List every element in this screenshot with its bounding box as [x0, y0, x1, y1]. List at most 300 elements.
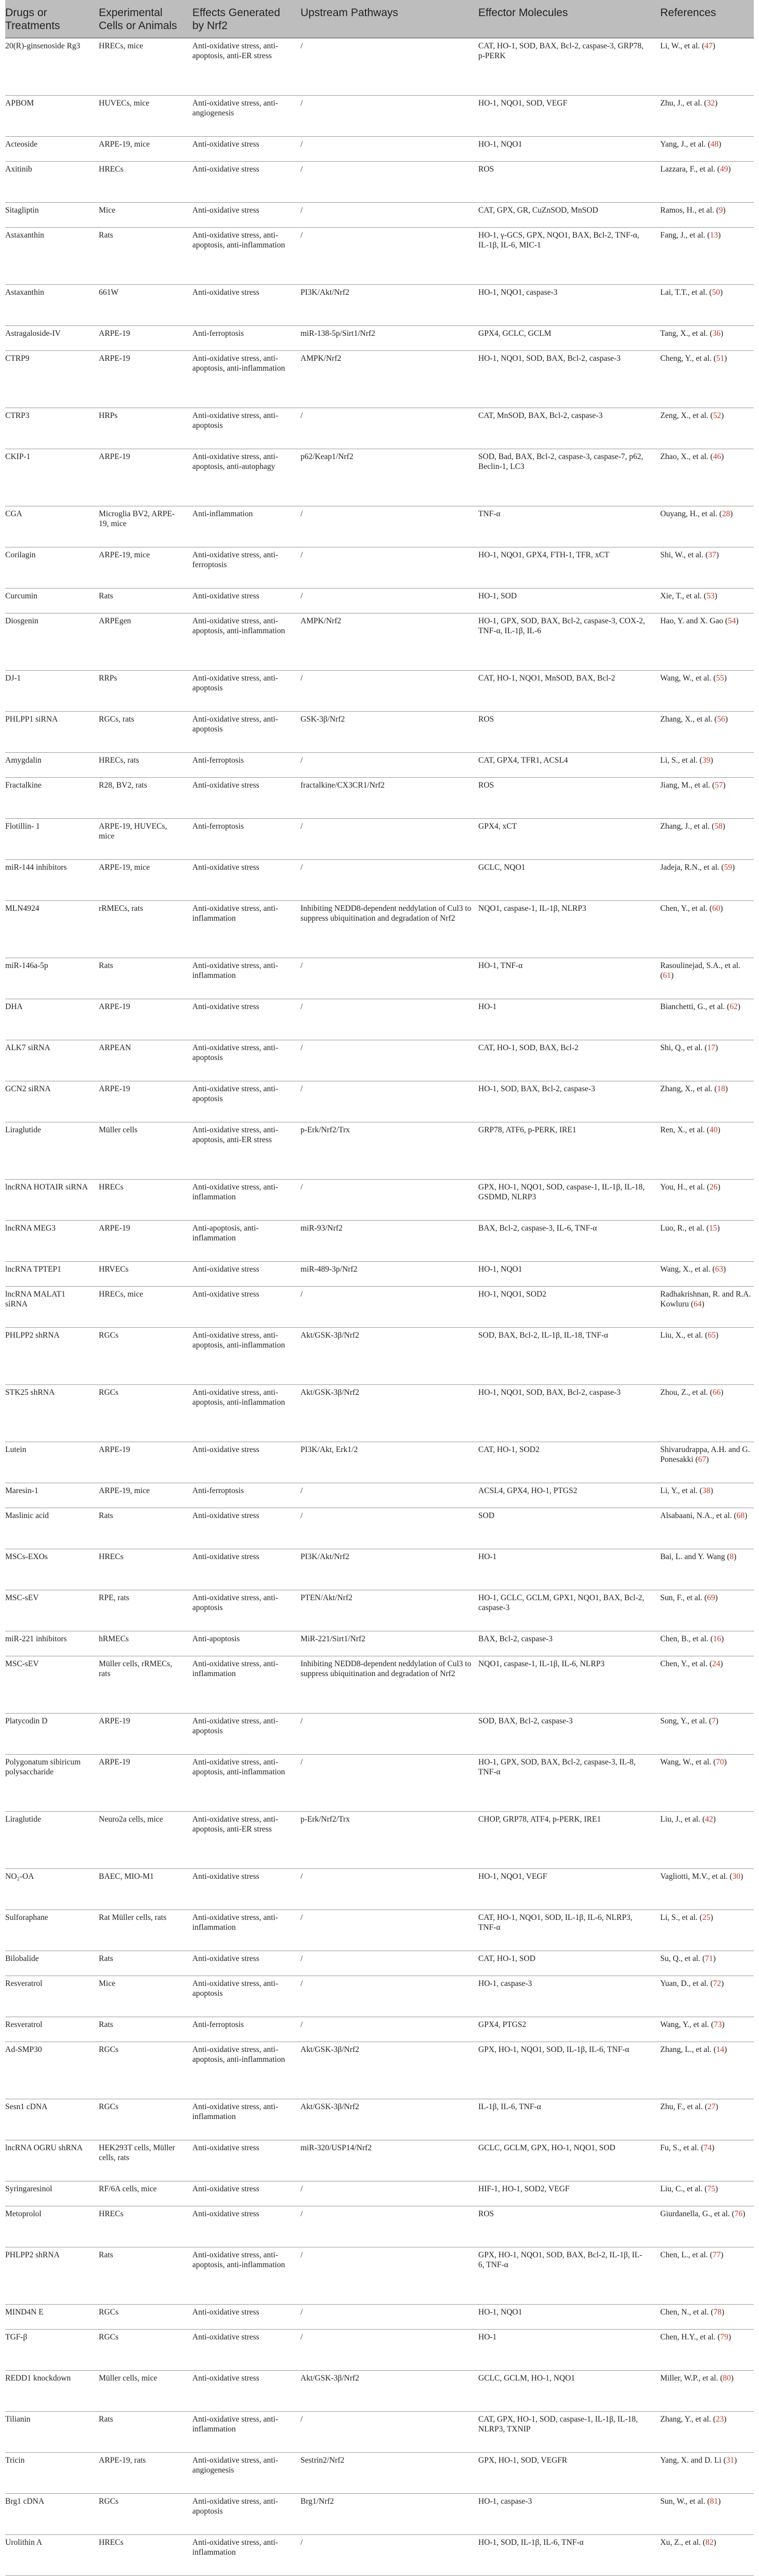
cell-drug: Ad-SMP30: [5, 2045, 42, 2054]
cell-reference: Liu, X., et al. (65): [660, 1331, 718, 1340]
reference-author: Wang, Y., et al.: [660, 2020, 709, 2029]
cell-reference: Zhang, J., et al. (58): [660, 822, 725, 831]
cell-effects: Anti-oxidative stress, anti-ferroptosis: [192, 551, 278, 569]
cell-effector: GPX, HO-1, NQO1, SOD, IL-1β, IL-6, TNF-α: [478, 2045, 630, 2054]
reference-author: Chen, Y., et al.: [660, 1659, 708, 1668]
cell-upstream: /: [300, 42, 303, 50]
cell-drug: Axitinib: [5, 165, 32, 174]
cell-reference: Zhou, Z., et al. (66): [660, 1388, 724, 1397]
cell-cells: Rats: [99, 2415, 113, 2424]
reference-author: Zhang, Y., et al.: [660, 2415, 711, 2424]
cell-upstream: /: [300, 592, 303, 600]
cell-upstream: miR-138-5p/Sirt1/Nrf2: [300, 329, 375, 338]
cell-effector: GPX, HO-1, NQO1, SOD, BAX, Bcl-2, IL-1β, IL-6, TNF-α: [478, 2251, 643, 2269]
cell-reference: Li, Y., et al. (38): [660, 1486, 713, 1495]
cell-effector: HO-1, SOD, BAX, Bcl-2, caspase-3: [478, 1084, 595, 1093]
cell-reference: Xu, Z., et al. (82): [660, 2538, 716, 2547]
cell-reference: Lazzara, F., et al. (49): [660, 165, 731, 174]
cell-drug: lncRNA MEG3: [5, 1224, 56, 1233]
cell-reference: Lai, T.T., et al. (50): [660, 288, 723, 297]
reference-author: Jadeja, R.N., et al.: [660, 863, 719, 872]
reference-number-link[interactable]: 32: [706, 99, 715, 108]
cell-effects: Anti-ferroptosis: [192, 822, 244, 831]
reference-number-link[interactable]: 69: [707, 1593, 715, 1602]
cell-effector: HO-1, NQO1, SOD, BAX, Bcl-2, caspase-3: [478, 1388, 621, 1397]
cell-upstream: /: [300, 2185, 303, 2193]
reference-number-link[interactable]: 68: [736, 1511, 745, 1520]
reference-author: Li, Y., et al.: [660, 1486, 698, 1495]
reference-author: Li, W., et al.: [660, 42, 700, 50]
table-row: [5, 1262, 754, 1287]
cell-drug: Corilagin: [5, 551, 36, 559]
cell-upstream: GSK-3β/Nrf2: [300, 715, 345, 724]
cell-effects: Anti-oxidative stress, anti-apoptosis, anti-inflammation: [192, 1331, 285, 1350]
cell-drug: NO₂-OA: [5, 1872, 34, 1881]
reference-author: Chen, L., et al.: [660, 2251, 708, 2259]
reference-number-link[interactable]: 14: [716, 2045, 725, 2054]
cell-effects: Anti-oxidative stress, anti-apoptosis, anti-inflammation: [192, 2251, 285, 2269]
cell-cells: RGCs, rats: [99, 715, 135, 724]
cell-reference: Vagliotti, M.V., et al. (30): [660, 1872, 743, 1881]
cell-effects: Anti-oxidative stress, anti-inflammation: [192, 2102, 278, 2121]
reference-number-link[interactable]: 52: [713, 411, 722, 420]
reference-number-link[interactable]: 77: [712, 2251, 721, 2259]
reference-author: Zhang, L., et al.: [660, 2045, 712, 2054]
reference-author: Rasoulinejad, S.A., et al.: [660, 961, 741, 970]
cell-drug: Tilianin: [5, 2415, 31, 2424]
cell-drug: lncRNA MALAT1 siRNA: [5, 1290, 66, 1309]
reference-number-link[interactable]: 67: [698, 1455, 706, 1464]
cell-effector: HO-1, NQO1, SOD2: [478, 1290, 546, 1299]
cell-reference: Wang, W., et al. (70): [660, 1758, 727, 1767]
reference-author: Zhu, F., et al.: [660, 2102, 703, 2111]
reference-number-link[interactable]: 37: [708, 551, 716, 559]
cell-cells: ARPE-19: [99, 1758, 130, 1767]
cell-cells: HRECs: [99, 2538, 124, 2547]
cell-reference: Xie, T., et al. (53): [660, 592, 717, 600]
table-row: [5, 712, 754, 753]
cell-upstream: PI3K/Akt/Nrf2: [300, 1552, 349, 1561]
cell-reference: Su, Q., et al. (71): [660, 1954, 716, 1963]
cell-effector: HO-1, γ-GCS, GPX, NQO1, BAX, Bcl-2, TNF-α, IL-1β, IL-6, MIC-1: [478, 231, 639, 250]
cell-upstream: Brg1/Nrf2: [300, 2497, 334, 2506]
cell-effector: HO-1, NQO1, SOD, BAX, Bcl-2, caspase-3: [478, 354, 621, 363]
cell-upstream: /: [300, 551, 303, 559]
cell-effector: ROS: [478, 165, 494, 174]
reference-number-link[interactable]: 70: [716, 1758, 724, 1767]
reference-number-link[interactable]: 60: [712, 904, 721, 913]
cell-drug: Sulforaphane: [5, 1913, 48, 1922]
cell-cells: HEK293T cells, Müller cells, rats: [99, 2143, 175, 2162]
reference-number-link[interactable]: 38: [702, 1486, 711, 1495]
cell-cells: R28, BV2, rats: [99, 781, 147, 790]
cell-cells: HRPs: [99, 411, 118, 420]
cell-effector: GPX4, xCT: [478, 822, 517, 831]
nrf2-treatments-table: [5, 0, 754, 2576]
cell-cells: Rats: [99, 592, 113, 600]
reference-number-link[interactable]: 31: [726, 2456, 735, 2465]
reference-number-link[interactable]: 81: [710, 2497, 718, 2506]
cell-effects: Anti-oxidative stress: [192, 592, 259, 600]
cell-effector: BAX, Bcl-2, caspase-3: [478, 1634, 553, 1643]
cell-reference: Jiang, M., et al. (57): [660, 781, 726, 790]
table-row: [5, 162, 754, 203]
reference-number-link[interactable]: 8: [729, 1552, 734, 1561]
cell-cells: ARPE-19: [99, 354, 130, 363]
reference-number-link[interactable]: 9: [718, 206, 723, 215]
reference-number-link[interactable]: 40: [709, 1126, 718, 1134]
reference-number-link[interactable]: 71: [705, 1954, 713, 1963]
reference-number-link[interactable]: 75: [707, 2185, 715, 2193]
cell-drug: Resveratrol: [5, 1979, 43, 1988]
cell-drug: PHLPP2 shRNA: [5, 2251, 60, 2259]
cell-effector: HO-1, SOD: [478, 592, 517, 600]
reference-number-link[interactable]: 80: [723, 2374, 731, 2383]
reference-number-link[interactable]: 62: [729, 1002, 738, 1011]
table-row: [5, 2140, 754, 2181]
header-effector: Effector Molecules: [478, 7, 568, 19]
reference-number-link[interactable]: 46: [713, 452, 722, 461]
cell-cells: HRECs, mice: [99, 42, 143, 50]
reference-number-link[interactable]: 49: [719, 165, 728, 174]
cell-drug: APBOM: [5, 99, 34, 108]
cell-effector: SOD: [478, 1511, 495, 1520]
cell-cells: Müller cells, mice: [99, 2374, 158, 2383]
cell-upstream: /: [300, 1002, 303, 1011]
reference-number-link[interactable]: 82: [705, 2538, 714, 2547]
table-row: [5, 228, 754, 285]
cell-drug: DHA: [5, 1002, 23, 1011]
cell-reference: Liu, C., et al. (75): [660, 2185, 718, 2193]
table-row: [5, 1976, 754, 2017]
cell-effects: Anti-oxidative stress: [192, 1290, 259, 1299]
cell-effector: GPX, HO-1, SOD, VEGFR: [478, 2456, 568, 2465]
table-body: [5, 38, 754, 2576]
reference-number-link[interactable]: 50: [712, 288, 720, 297]
cell-effects: Anti-oxidative stress, anti-apoptosis, anti-ER stress: [192, 42, 278, 60]
cell-effector: HO-1, NQO1: [478, 140, 522, 149]
cell-drug: Diosgenin: [5, 617, 38, 625]
reference-number-link[interactable]: 28: [722, 509, 730, 518]
cell-effects: Anti-oxidative stress, anti-apoptosis: [192, 674, 278, 692]
reference-author: Fu, S., et al.: [660, 2143, 699, 2152]
cell-cells: RGCs: [99, 2308, 119, 2317]
cell-upstream: /: [300, 2308, 303, 2317]
cell-cells: Neuro2a cells, mice: [99, 1815, 163, 1824]
cell-effects: Anti-oxidative stress, anti-apoptosis: [192, 715, 278, 734]
reference-number-link[interactable]: 78: [713, 2308, 722, 2317]
reference-number-link[interactable]: 63: [715, 1265, 724, 1274]
table-row: [5, 589, 754, 613]
cell-drug: Astaxanthin: [5, 288, 44, 297]
reference-number-link[interactable]: 59: [724, 863, 732, 872]
reference-number-link[interactable]: 74: [703, 2143, 712, 2152]
reference-number-link[interactable]: 51: [716, 354, 725, 363]
cell-drug: PHLPP1 siRNA: [5, 715, 58, 724]
reference-number-link[interactable]: 55: [716, 674, 724, 683]
cell-reference: Li, S., et al. (25): [660, 1913, 713, 1922]
cell-reference: Zhao, X., et al. (46): [660, 452, 724, 461]
reference-number-link[interactable]: 7: [712, 1717, 716, 1725]
table-row: [5, 1812, 754, 1869]
cell-reference: Li, W., et al. (47): [660, 42, 715, 50]
cell-drug: PHLPP2 shRNA: [5, 1331, 60, 1340]
cell-upstream: Akt/GSK-3β/Nrf2: [300, 2374, 359, 2383]
cell-cells: Rats: [99, 1954, 113, 1963]
cell-cells: Mice: [99, 1979, 115, 1988]
reference-author: Radhakrishnan, R. and R.A. Kowluru: [660, 1290, 751, 1309]
cell-reference: Radhakrishnan, R. and R.A. Kowluru (64): [660, 1290, 751, 1309]
cell-cells: HRECs, rats: [99, 756, 139, 765]
cell-effects: Anti-oxidative stress, anti-angiogenesis: [192, 2456, 278, 2475]
reference-number-link[interactable]: 30: [732, 1872, 741, 1881]
cell-effects: Anti-oxidative stress, anti-inflammation: [192, 2538, 278, 2557]
cell-drug: CTRP9: [5, 354, 30, 363]
cell-cells: ARPE-19, rats: [99, 2456, 146, 2465]
reference-number-link[interactable]: 54: [728, 617, 736, 625]
reference-number-link[interactable]: 17: [707, 1043, 715, 1052]
cell-effects: Anti-oxidative stress: [192, 1552, 259, 1561]
cell-cells: Mice: [99, 206, 115, 215]
cell-drug: CGA: [5, 509, 22, 518]
cell-cells: ARPE-19: [99, 1084, 130, 1093]
cell-upstream: /: [300, 1084, 303, 1093]
cell-drug: Maresin-1: [5, 1486, 38, 1495]
reference-author: Ren, X., et al.: [660, 1126, 705, 1134]
cell-drug: miR-221 inhibitors: [5, 1634, 67, 1643]
cell-reference: Wang, X., et al. (63): [660, 1265, 726, 1274]
cell-drug: Polygonatum sibiricum polysaccharide: [5, 1758, 81, 1776]
cell-drug: Amygdalin: [5, 756, 42, 765]
table-row: [5, 901, 754, 958]
cell-effector: HO-1, NQO1, caspase-3: [478, 288, 558, 297]
table-row: [5, 1442, 754, 1483]
table-row: [5, 1714, 754, 1755]
reference-number-link[interactable]: 23: [715, 2415, 724, 2424]
reference-number-link[interactable]: 42: [705, 1815, 713, 1824]
cell-drug: DJ-1: [5, 674, 21, 683]
cell-drug: 20(R)-ginsenoside Rg3: [5, 42, 81, 50]
cell-cells: Rats: [99, 2020, 113, 2029]
reference-author: Alsabaani, N.A., et al.: [660, 1511, 732, 1520]
cell-effector: HO-1: [478, 2333, 497, 2342]
reference-number-link[interactable]: 58: [714, 822, 723, 831]
cell-upstream: AMPK/Nrf2: [300, 617, 342, 625]
header-effects: Effects Generated by Nrf2: [192, 7, 280, 32]
cell-drug: Sitagliptin: [5, 206, 39, 215]
cell-drug: Liraglutide: [5, 1815, 41, 1824]
cell-reference: Zhu, F., et al. (27): [660, 2102, 718, 2111]
cell-reference: Zhu, J., et al. (32): [660, 99, 718, 108]
reference-number-link[interactable]: 57: [715, 781, 723, 790]
cell-effects: Anti-oxidative stress, anti-apoptosis, anti-autophagy: [192, 452, 278, 471]
table-row: [5, 1122, 754, 1180]
cell-cells: Rat Müller cells, rats: [99, 1913, 166, 1922]
cell-effects: Anti-oxidative stress: [192, 206, 259, 215]
cell-effects: Anti-oxidative stress, anti-inflammation: [192, 1913, 278, 1932]
cell-drug: Bilobalide: [5, 1954, 39, 1963]
reference-author: Ramos, H., et al.: [660, 206, 714, 215]
reference-number-link[interactable]: 66: [712, 1388, 721, 1397]
cell-upstream: Inhibiting NEDD8-dependent neddylation of Cul3 to suppress ubiquitination and degradation of Nrf2: [300, 904, 472, 923]
cell-cells: Müller cells: [99, 1126, 138, 1134]
table-row: [5, 1040, 754, 1081]
reference-number-link[interactable]: 26: [709, 1183, 718, 1192]
cell-effector: HO-1, NQO1, VEGF: [478, 1872, 547, 1881]
cell-effects: Anti-oxidative stress, anti-apoptosis: [192, 1084, 278, 1103]
reference-author: Chen, H.Y., et al.: [660, 2333, 716, 2342]
cell-upstream: Sestrin2/Nrf2: [300, 2456, 345, 2465]
cell-upstream: PI3K/Akt, Erk1/2: [300, 1445, 358, 1454]
cell-cells: ARPE-19: [99, 1445, 130, 1454]
reference-number-link[interactable]: 64: [693, 1300, 702, 1309]
cell-effects: Anti-oxidative stress, anti-apoptosis, anti-inflammation: [192, 617, 285, 635]
reference-number-link[interactable]: 76: [734, 2209, 743, 2218]
reference-number-link[interactable]: 25: [702, 1913, 711, 1922]
cell-reference: Ramos, H., et al. (9): [660, 206, 726, 215]
reference-number-link[interactable]: 72: [713, 1979, 722, 1988]
cell-effects: Anti-oxidative stress: [192, 2143, 259, 2152]
reference-number-link[interactable]: 27: [707, 2102, 716, 2111]
cell-reference: Yang, X. and D. Li (31): [660, 2456, 737, 2465]
reference-author: Cheng, Y., et al.: [660, 354, 712, 363]
cell-effector: GCLC, NQO1: [478, 863, 526, 872]
cell-drug: lncRNA OGRU shRNA: [5, 2143, 83, 2152]
reference-number-link[interactable]: 65: [708, 1331, 716, 1340]
reference-number-link[interactable]: 36: [712, 329, 721, 338]
reference-author: Chen, B., et al.: [660, 1634, 709, 1643]
cell-cells: ARPE-19: [99, 1224, 130, 1233]
table-row: [5, 326, 754, 351]
table-row: [5, 2181, 754, 2206]
header-references: References: [660, 7, 716, 19]
cell-cells: hRMECs: [99, 1634, 129, 1643]
cell-reference: Ouyang, H., et al. (28): [660, 509, 733, 518]
reference-author: Zhao, X., et al.: [660, 452, 709, 461]
cell-drug: MSC-sEV: [5, 1659, 39, 1668]
reference-number-link[interactable]: 79: [720, 2333, 729, 2342]
cell-upstream: /: [300, 1717, 303, 1725]
reference-number-link[interactable]: 47: [704, 42, 713, 50]
table-row: [5, 2042, 754, 2099]
reference-author: Fang, J., et al.: [660, 231, 705, 240]
cell-drug: MLN4924: [5, 904, 40, 913]
reference-author: Li, S., et al.: [660, 1913, 698, 1922]
cell-upstream: miR-320/USP14/Nrf2: [300, 2143, 372, 2152]
reference-number-link[interactable]: 53: [706, 592, 715, 600]
reference-number-link[interactable]: 73: [713, 2020, 722, 2029]
cell-reference: Zhang, X., et al. (18): [660, 1084, 728, 1093]
cell-effector: HO-1, caspase-3: [478, 2497, 532, 2506]
cell-drug: Resveratrol: [5, 2020, 43, 2029]
reference-author: Liu, X., et al.: [660, 1331, 703, 1340]
cell-effector: GRP78, ATF6, p-PERK, IRE1: [478, 1126, 577, 1134]
reference-number-link[interactable]: 56: [717, 715, 725, 724]
cell-drug: lncRNA TPTEP1: [5, 1265, 61, 1274]
table-row: [5, 2305, 754, 2330]
table-row: [5, 1385, 754, 1442]
cell-effects: Anti-oxidative stress, anti-inflammation: [192, 904, 278, 923]
reference-number-link[interactable]: 13: [710, 231, 718, 240]
cell-reference: Cheng, Y., et al. (51): [660, 354, 727, 363]
cell-effector: CHOP, GRP78, ATF4, p-PERK, IRE1: [478, 1815, 601, 1824]
cell-upstream: /: [300, 99, 303, 108]
cell-effects: Anti-oxidative stress: [192, 1265, 259, 1274]
cell-drug: MIND4N E: [5, 2308, 44, 2317]
cell-upstream: /: [300, 822, 303, 831]
cell-drug: Syringaresinol: [5, 2185, 53, 2193]
cell-cells: rRMECs, rats: [99, 904, 143, 913]
table-row: [5, 958, 754, 999]
reference-number-link[interactable]: 18: [717, 1084, 725, 1093]
reference-number-link[interactable]: 15: [709, 1224, 717, 1233]
cell-reference: Jadeja, R.N., et al. (59): [660, 863, 735, 872]
cell-effector: CAT, HO-1, SOD: [478, 1954, 535, 1963]
cell-upstream: /: [300, 206, 303, 215]
cell-effects: Anti-oxidative stress, anti-apoptosis, anti-inflammation: [192, 1758, 285, 1776]
table-row: [5, 1755, 754, 1812]
cell-drug: REDD1 knockdown: [5, 2374, 71, 2383]
cell-effector: IL-1β, IL-6, TNF-α: [478, 2102, 541, 2111]
cell-cells: ARPE-19, mice: [99, 1486, 150, 1495]
cell-cells: RGCs: [99, 2497, 119, 2506]
cell-reference: Sun, F., et al. (69): [660, 1593, 718, 1602]
reference-author: Wang, X., et al.: [660, 1265, 711, 1274]
cell-upstream: Akt/GSK-3β/Nrf2: [300, 2045, 359, 2054]
cell-upstream: /: [300, 2209, 303, 2218]
cell-upstream: Inhibiting NEDD8-dependent neddylation of Cul3 to suppress ubiquitination and degradation of Nrf2: [300, 1659, 472, 1678]
cell-effector: HO-1, NQO1, SOD, VEGF: [478, 99, 568, 108]
reference-number-link[interactable]: 24: [712, 1659, 721, 1668]
cell-reference: Wang, Y., et al. (73): [660, 2020, 725, 2029]
reference-number-link[interactable]: 61: [663, 971, 671, 980]
cell-upstream: /: [300, 1913, 303, 1922]
cell-cells: ARPE-19: [99, 329, 130, 338]
cell-upstream: /: [300, 231, 303, 240]
table-row: [5, 1549, 754, 1590]
cell-drug: miR-146a-5p: [5, 961, 48, 970]
table-row: [5, 613, 754, 671]
cell-reference: Chen, N., et al. (78): [660, 2308, 725, 2317]
table-row: [5, 2535, 754, 2576]
cell-effector: TNF-α: [478, 509, 501, 518]
cell-drug: Fractalkine: [5, 781, 42, 790]
cell-effects: Anti-oxidative stress: [192, 1002, 259, 1011]
reference-number-link[interactable]: 48: [710, 140, 719, 149]
reference-author: Liu, C., et al.: [660, 2185, 703, 2193]
cell-reference: Giurdanella, G., et al. (76): [660, 2209, 745, 2218]
cell-cells: RGCs: [99, 2045, 119, 2054]
reference-author: Xu, Z., et al.: [660, 2538, 701, 2547]
cell-effects: Anti-oxidative stress: [192, 140, 259, 149]
reference-number-link[interactable]: 16: [713, 1634, 722, 1643]
table-row: [5, 1221, 754, 1262]
reference-author: Jiang, M., et al.: [660, 781, 710, 790]
cell-upstream: /: [300, 2020, 303, 2029]
cell-cells: ARPE-19: [99, 1002, 130, 1011]
cell-effector: SOD, Bad, BAX, Bcl-2, caspase-3, caspase-7, p62, Beclin-1, LC3: [478, 452, 644, 471]
cell-reference: Shi, Q., et al. (17): [660, 1043, 718, 1052]
cell-effects: Anti-oxidative stress, anti-apoptosis, anti-inflammation: [192, 1388, 285, 1407]
cell-effector: ACSL4, GPX4, HO-1, PTGS2: [478, 1486, 578, 1495]
table-row: [5, 1483, 754, 1508]
reference-number-link[interactable]: 39: [702, 756, 711, 765]
cell-drug: GCN2 siRNA: [5, 1084, 51, 1093]
table-row: [5, 2099, 754, 2140]
cell-effects: Anti-oxidative stress, anti-apoptosis, anti-inflammation: [192, 231, 285, 250]
cell-effector: CAT, HO-1, SOD, BAX, Bcl-2, caspase-3, GRP78, p-PERK: [478, 42, 644, 60]
cell-cells: Müller cells, rRMECs, rats: [99, 1659, 173, 1678]
